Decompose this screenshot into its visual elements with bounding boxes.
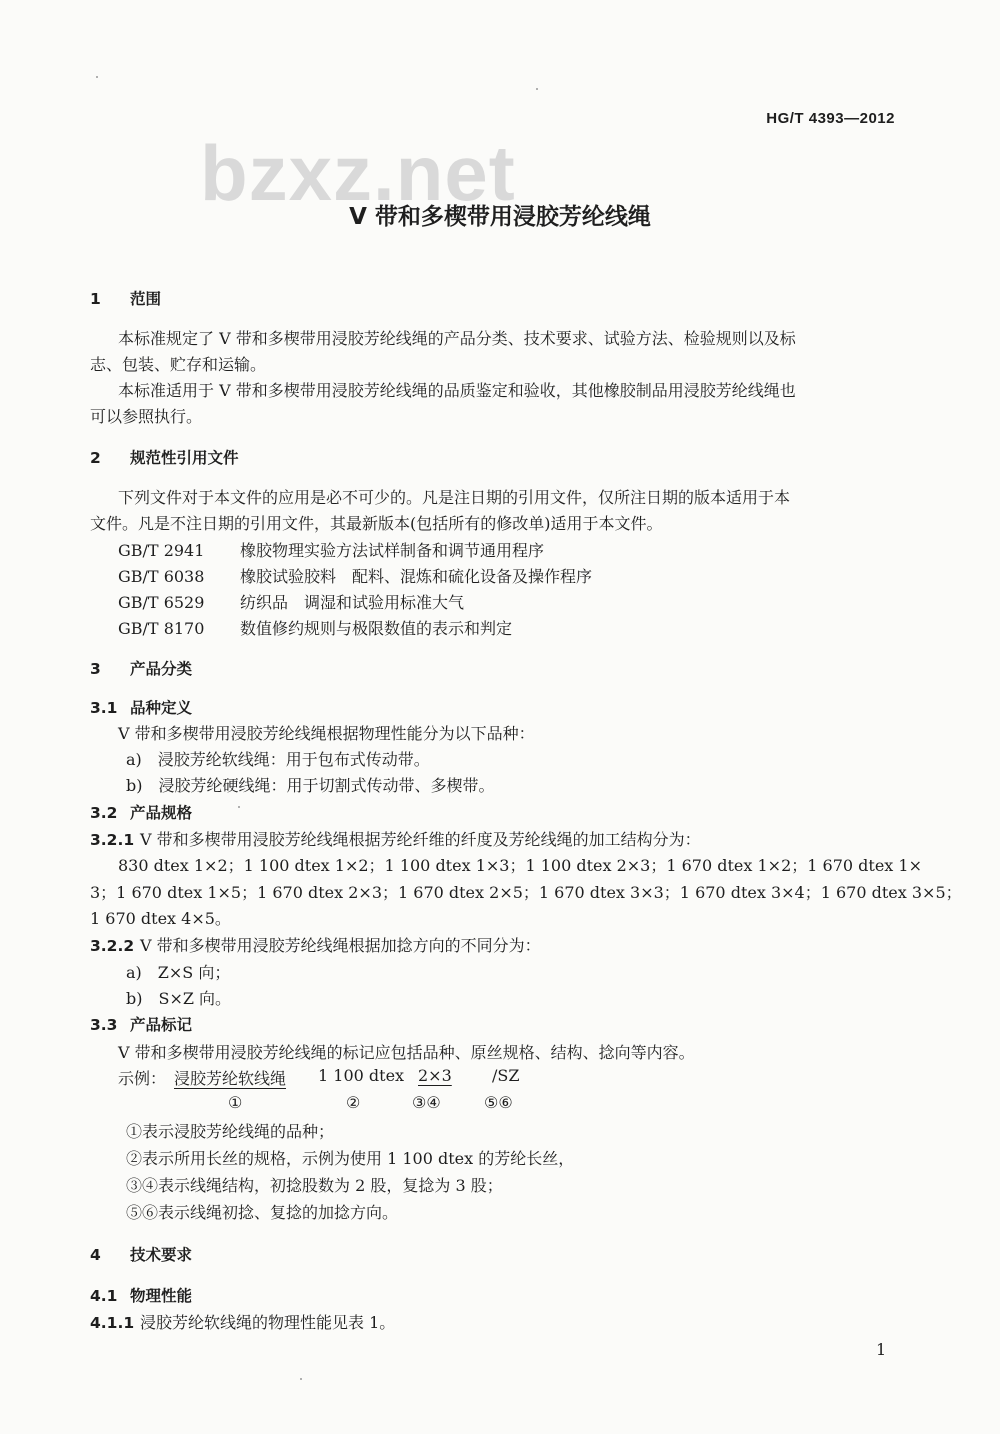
note-4: ⑤⑥表示线绳初捻、复捻的加捻方向。: [126, 1203, 399, 1222]
section-4-title: 技术要求: [130, 1246, 193, 1264]
reference-item: [118, 564, 592, 587]
section-1-paragraph-1-line-1: 本标准规定了 V 带和多楔带用浸胶芳纶线绳的产品分类、技术要求、试验方法、检验规则以及标: [118, 329, 796, 348]
section-3-1-number: 3.1: [90, 699, 118, 717]
section-2-heading: [90, 446, 239, 468]
section-1-title: 范围: [130, 290, 162, 308]
section-3-title: 产品分类: [130, 660, 193, 678]
standard-number: HG/T 4393—2012: [766, 110, 895, 127]
watermark: bzxz.net: [200, 129, 516, 217]
section-1-paragraph-2-line-2: 可以参照执行。: [90, 407, 203, 426]
section-3-2-heading: [90, 801, 192, 823]
scan-speck: [536, 88, 538, 90]
section-2-paragraph-line-2: 文件。凡是不注日期的引用文件，其最新版本(包括所有的修改单)适用于本文件。: [90, 514, 663, 533]
section-4-heading: [90, 1243, 192, 1265]
section-3-3-heading: [90, 1013, 192, 1035]
section-3-3-intro: V 带和多楔带用浸胶芳纶线绳的标记应包括品种、原丝规格、结构、捻向等内容。: [118, 1043, 695, 1062]
section-4-1-number: 4.1: [90, 1287, 118, 1305]
section-3-1-title: 品种定义: [130, 699, 193, 717]
section-3-2-2-number: 3.2.2: [90, 937, 135, 955]
reference-title: 纺织品 调湿和试验用标准大气: [240, 593, 465, 612]
section-3-1-intro: V 带和多楔带用浸胶芳纶线绳根据物理性能分为以下品种：: [118, 724, 535, 743]
section-3-3-number: 3.3: [90, 1016, 118, 1034]
note-3: ③④表示线绳结构，初捻股数为 2 股，复捻为 3 股；: [126, 1176, 503, 1195]
section-3-2-2-text: V 带和多楔带用浸胶芳纶线绳根据加捻方向的不同分为：: [140, 936, 541, 955]
spec-line-2: 3；1 670 dtex 1×5；1 670 dtex 2×3；1 670 dtex 2×5；1 670 dtex 3×3；1 670 dtex 3×4；1 670 dtex 3×5；: [90, 883, 962, 902]
section-1-number: 1: [90, 290, 101, 308]
page-number: 1: [876, 1340, 887, 1359]
section-4-1-1: [90, 1310, 395, 1333]
reference-code: GB/T 2941: [118, 541, 205, 560]
scan-speck: [300, 1378, 302, 1380]
section-3-3-title: 产品标记: [130, 1016, 193, 1034]
example-prefix: 示例：: [118, 1069, 167, 1088]
marker-5-6: ⑤⑥: [484, 1093, 513, 1112]
reference-title: 橡胶物理实验方法试样制备和调节通用程序: [240, 541, 545, 560]
section-4-1-1-number: 4.1.1: [90, 1314, 135, 1332]
section-4-1-heading: [90, 1284, 192, 1306]
marker-3-4: ③④: [412, 1093, 441, 1112]
section-3-2-2-item-a: a) Z×S 向；: [126, 963, 231, 982]
example-direction: /SZ: [492, 1066, 520, 1085]
note-1: ①表示浸胶芳纶线绳的品种；: [126, 1122, 335, 1141]
spec-line-3: 1 670 dtex 4×5。: [90, 909, 231, 928]
example-kind: 浸胶芳纶软线绳: [174, 1069, 287, 1088]
reference-title: 数值修约规则与极限数值的表示和判定: [240, 619, 513, 638]
document-title: V 带和多楔带用浸胶芳纶线绳: [349, 204, 651, 230]
reference-item: [118, 590, 464, 613]
example-spec: 1 100 dtex: [318, 1066, 405, 1085]
note-2: ②表示所用长丝的规格，示例为使用 1 100 dtex 的芳纶长丝，: [126, 1149, 575, 1168]
section-3-2-1: [90, 827, 701, 850]
marker-2: ②: [346, 1093, 361, 1112]
section-3-heading: [90, 657, 192, 679]
section-3-2-title: 产品规格: [130, 804, 193, 822]
section-3-number: 3: [90, 660, 101, 678]
example-structure: 2×3: [418, 1066, 452, 1085]
spec-line-1: 830 dtex 1×2；1 100 dtex 1×2；1 100 dtex 1×3；1 100 dtex 2×3；1 670 dtex 1×2；1 670 dtex 1×: [118, 856, 922, 875]
section-3-2-number: 3.2: [90, 804, 118, 822]
section-3-1-item-b: b) 浸胶芳纶硬线绳：用于切割式传动带、多楔带。: [126, 776, 495, 795]
section-1-paragraph-2-line-1: 本标准适用于 V 带和多楔带用浸胶芳纶线绳的品质鉴定和验收，其他橡胶制品用浸胶芳纶线绳也: [118, 381, 796, 400]
section-4-1-1-text: 浸胶芳纶软线绳的物理性能见表 1。: [140, 1313, 396, 1332]
section-4-number: 4: [90, 1246, 101, 1264]
reference-code: GB/T 8170: [118, 619, 205, 638]
section-1-paragraph-1-line-2: 志、包装、贮存和运输。: [90, 355, 267, 374]
section-3-2-1-text: V 带和多楔带用浸胶芳纶线绳根据芳纶纤维的纤度及芳纶线绳的加工结构分为：: [140, 830, 701, 849]
section-3-2-2: [90, 933, 541, 956]
reference-title: 橡胶试验胶料 配料、混炼和硫化设备及操作程序: [240, 567, 593, 586]
section-2-paragraph-line-1: 下列文件对于本文件的应用是必不可少的。凡是注日期的引用文件，仅所注日期的版本适用于本: [118, 488, 791, 507]
reference-code: GB/T 6529: [118, 593, 205, 612]
section-2-number: 2: [90, 449, 101, 467]
reference-item: [118, 616, 512, 639]
reference-item: [118, 538, 544, 561]
section-1-heading: [90, 287, 161, 309]
scan-speck: [238, 806, 240, 808]
section-3-2-2-item-b: b) S×Z 向。: [126, 989, 232, 1008]
marker-1: ①: [228, 1093, 243, 1112]
section-3-2-1-number: 3.2.1: [90, 831, 135, 849]
section-4-1-title: 物理性能: [130, 1287, 193, 1305]
section-3-1-item-a: a) 浸胶芳纶软线绳：用于包布式传动带。: [126, 750, 430, 769]
section-3-1-heading: [90, 696, 192, 718]
reference-code: GB/T 6038: [118, 567, 205, 586]
scan-speck: [96, 76, 98, 78]
section-2-title: 规范性引用文件: [130, 449, 239, 467]
